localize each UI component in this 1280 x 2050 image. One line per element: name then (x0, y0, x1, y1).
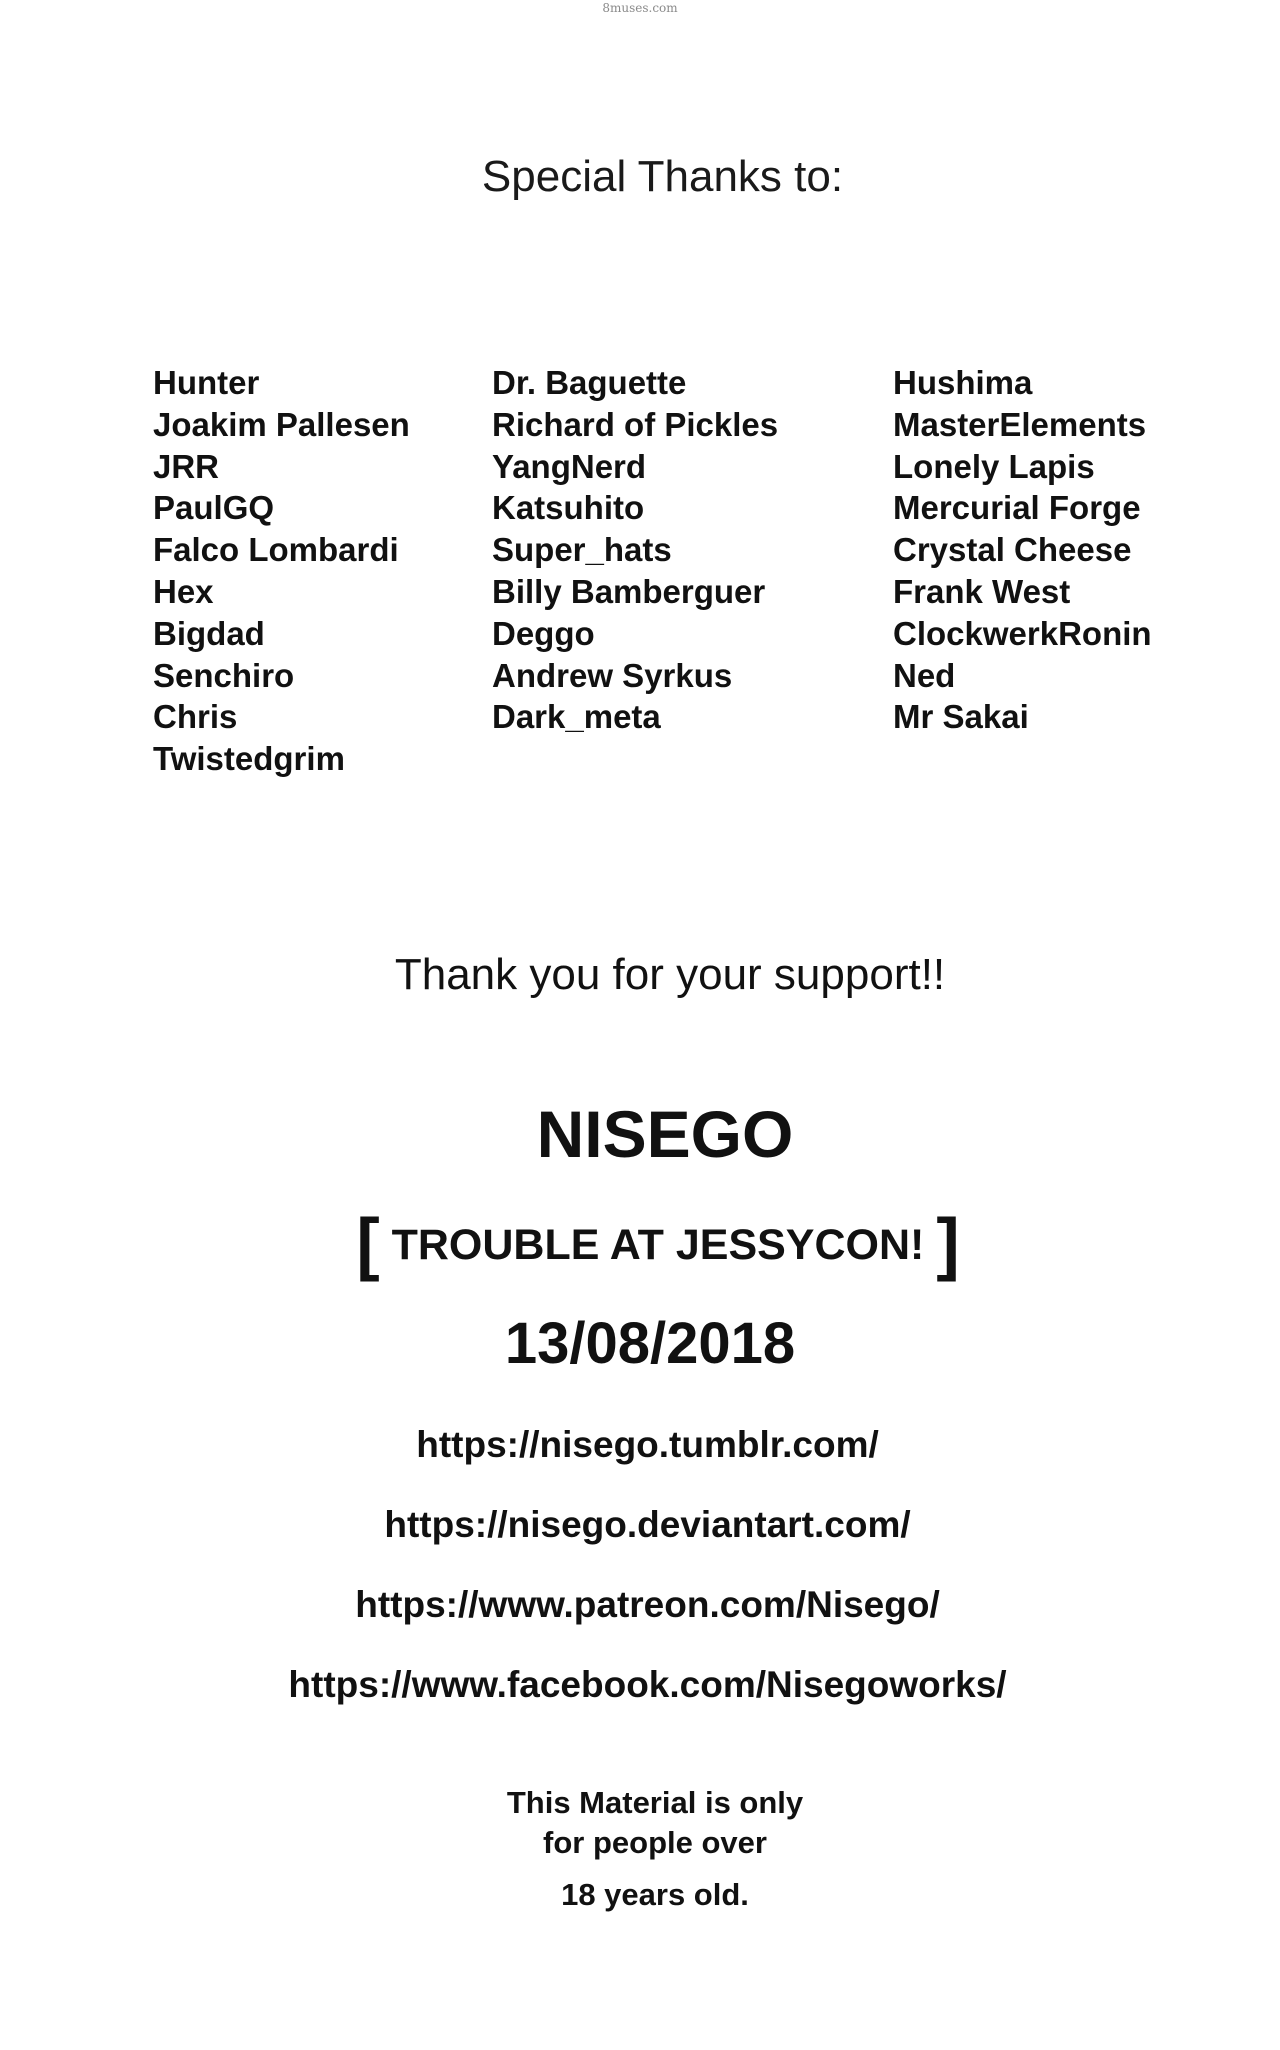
supporter-name: Senchiro (153, 656, 295, 694)
supporter-name: Joakim Pallesen (153, 405, 410, 443)
thank-you-message: Thank you for your support!! (394, 950, 946, 999)
supporter-name: Deggo (492, 614, 595, 652)
supporter-name: Hunter (153, 364, 260, 401)
comic-title-text: TROUBLE AT JESSYCON! (391, 1221, 925, 1269)
age-notice (0, 1783, 1280, 1915)
supporter-name: Frank West (893, 572, 1071, 610)
supporter-name: Dr. Baguette (492, 364, 687, 401)
supporter-name: Katsuhito (492, 489, 645, 527)
supporter-name: Hushima (893, 364, 1033, 401)
supporter-name: Crystal Cheese (893, 531, 1132, 569)
supporter-name: Richard of Pickles (492, 405, 779, 443)
supporter-name: MasterElements (893, 405, 1147, 443)
supporter-name: PaulGQ (153, 489, 275, 527)
author-name: NISEGO (536, 1097, 794, 1171)
supporter-name: Twistedgrim (153, 740, 345, 778)
age-notice-line: This Material is only (506, 1785, 804, 1820)
age-notice-line: 18 years old. (561, 1877, 749, 1912)
supporters-column-3 (893, 362, 1152, 738)
patreon-link[interactable]: https://www.patreon.com/Nisego/ (355, 1584, 940, 1625)
supporters-column-2 (492, 362, 778, 738)
special-thanks-heading: Special Thanks to: (481, 152, 844, 201)
supporter-name: Billy Bamberguer (492, 572, 766, 610)
supporters-column-1 (153, 362, 410, 780)
watermark-text: 8muses.com (602, 1, 678, 15)
supporter-name: Super_hats (492, 531, 672, 569)
supporter-name: Chris (153, 698, 238, 736)
age-notice-line: for people over (543, 1825, 767, 1860)
facebook-link[interactable]: https://www.facebook.com/Nisegoworks/ (288, 1664, 1007, 1705)
release-date: 13/08/2018 (504, 1311, 796, 1376)
close-bracket: ] (936, 1204, 960, 1282)
supporter-name: Mr Sakai (893, 698, 1029, 736)
supporter-name: Ned (893, 656, 956, 694)
supporter-name: JRR (153, 447, 220, 485)
supporter-name: Lonely Lapis (893, 447, 1095, 485)
deviantart-link[interactable]: https://nisego.deviantart.com/ (384, 1504, 911, 1545)
supporter-name: YangNerd (492, 447, 647, 485)
author-links (0, 1422, 1280, 1742)
open-bracket: [ (356, 1204, 380, 1282)
comic-title (0, 1203, 1280, 1283)
supporter-name: Mercurial Forge (893, 489, 1141, 527)
supporter-name: Andrew Syrkus (492, 656, 733, 694)
supporter-name: Dark_meta (492, 698, 661, 736)
supporter-name: Hex (153, 572, 214, 610)
supporter-name: Bigdad (153, 614, 265, 652)
supporter-name: ClockwerkRonin (893, 614, 1152, 652)
supporter-name: Falco Lombardi (153, 531, 399, 569)
tumblr-link[interactable]: https://nisego.tumblr.com/ (416, 1424, 879, 1465)
